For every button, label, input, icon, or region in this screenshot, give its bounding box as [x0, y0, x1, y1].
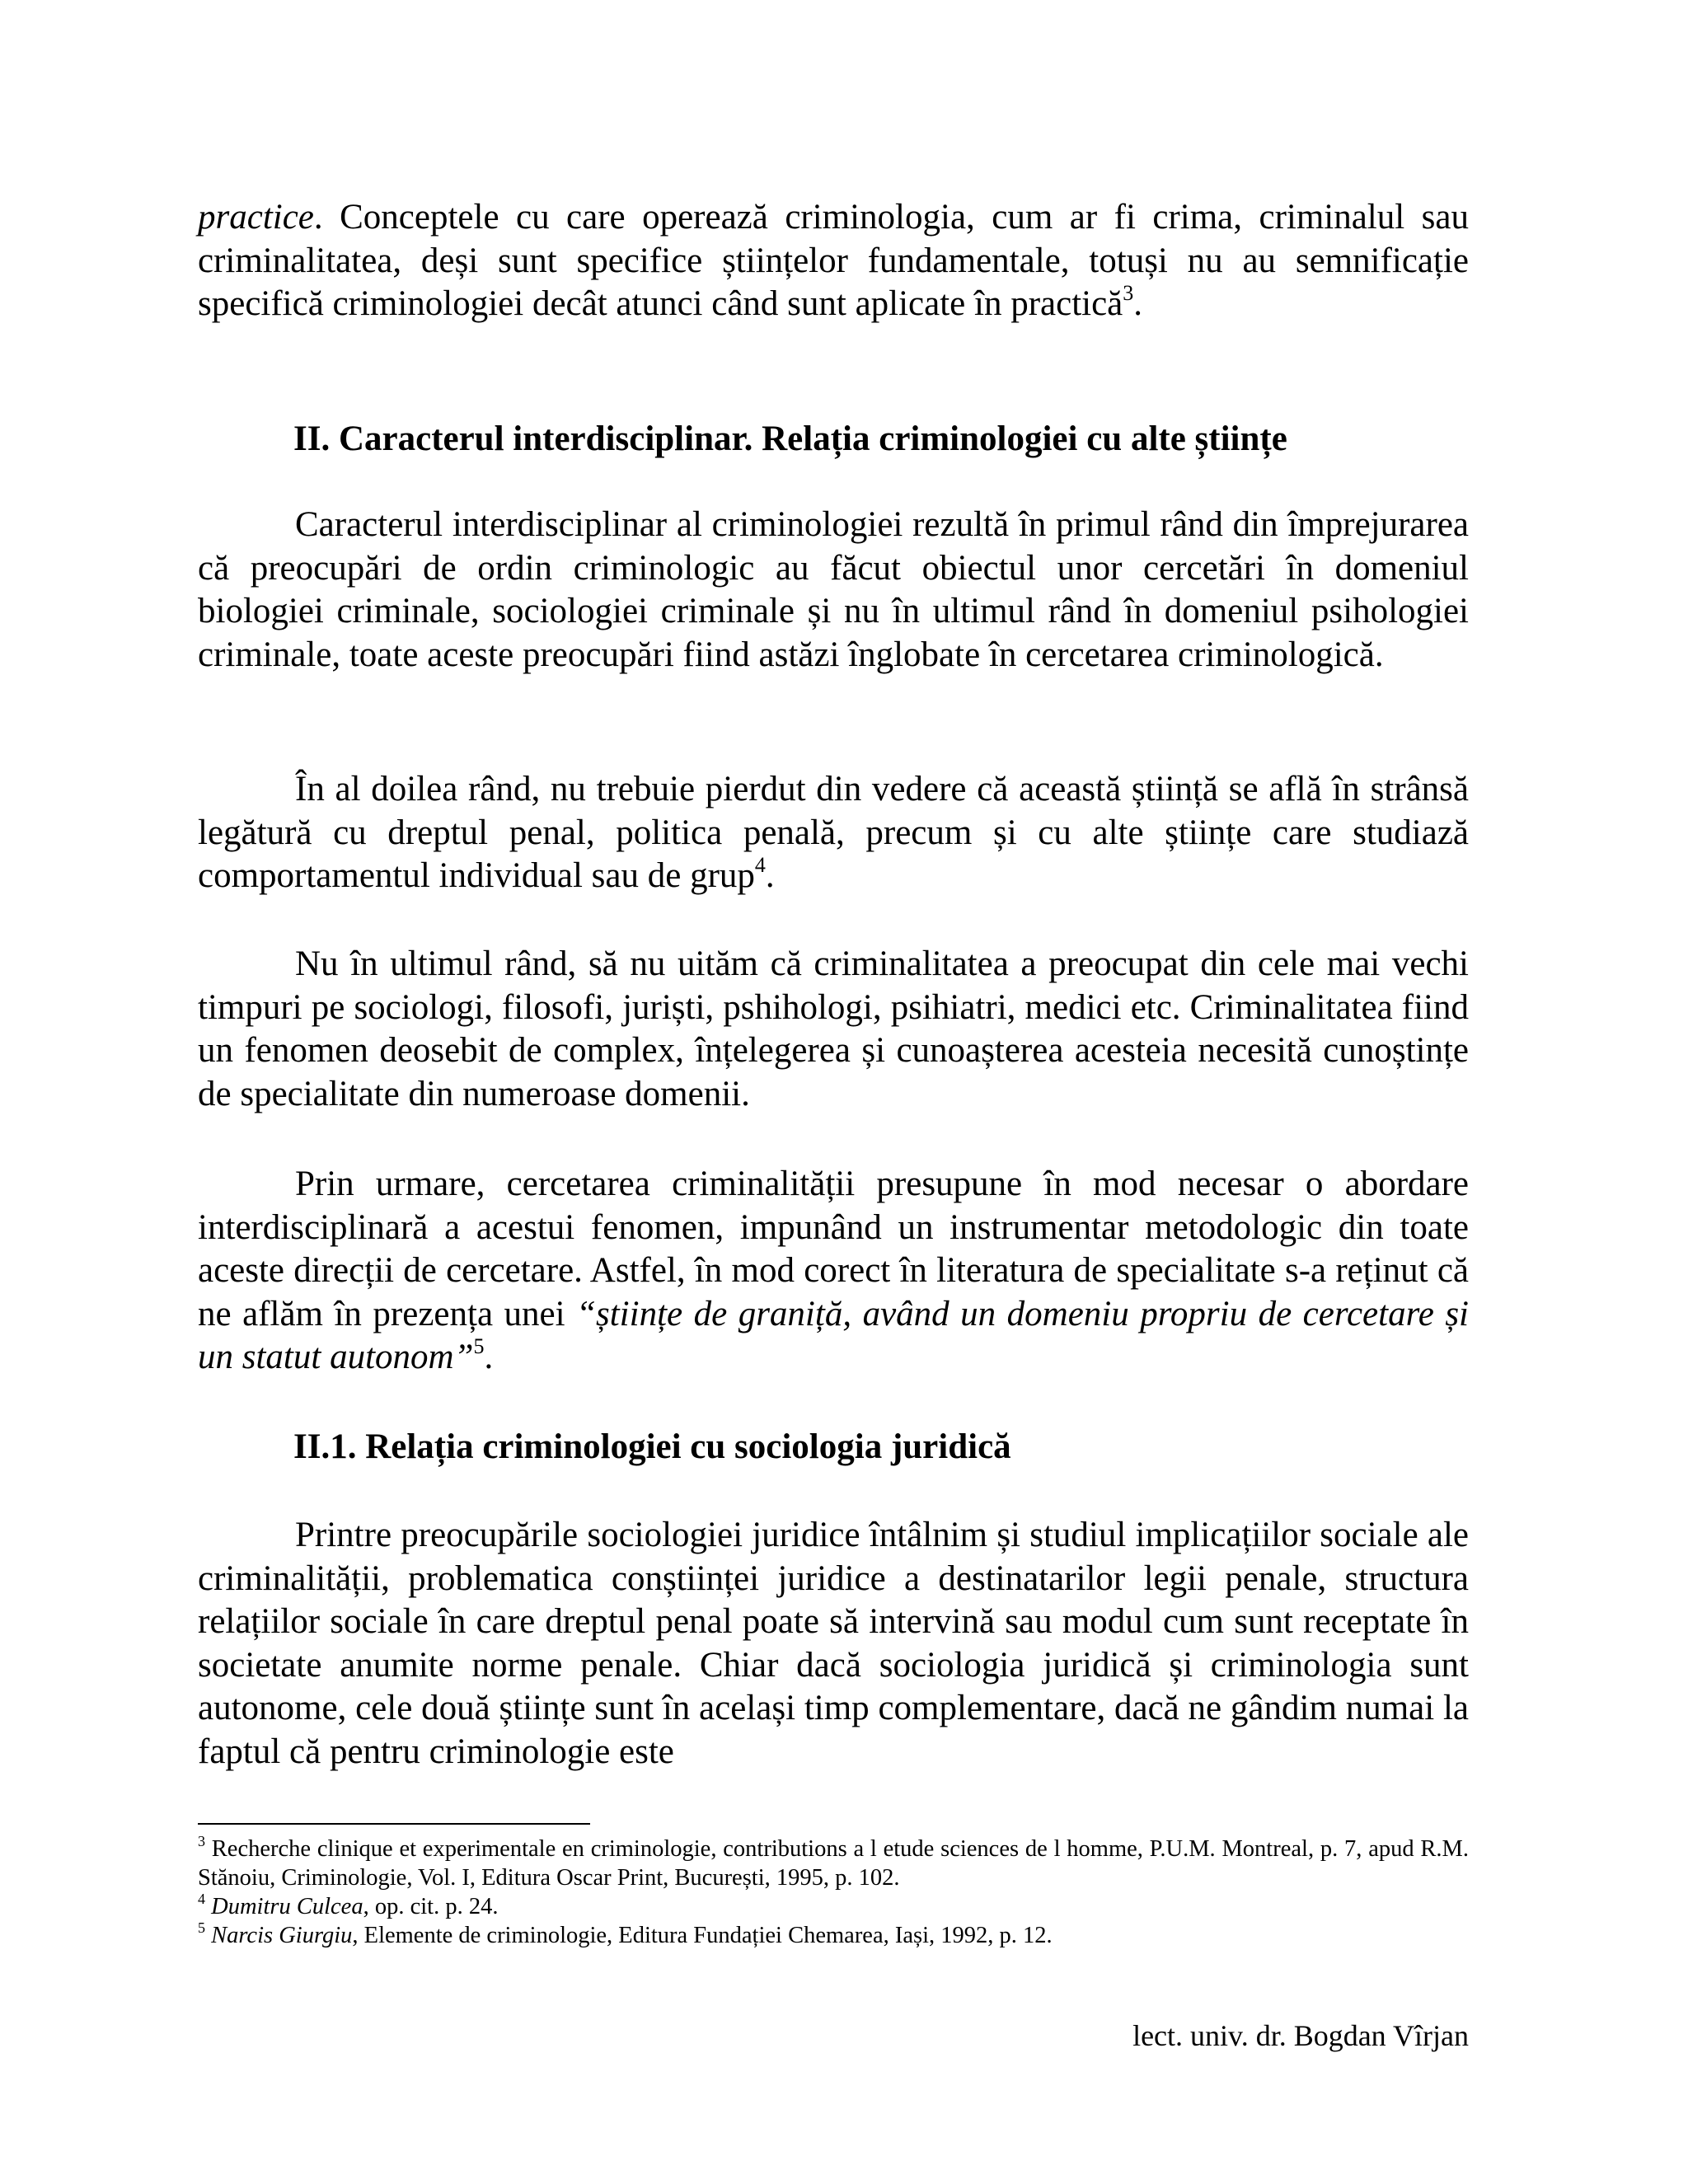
- subsection-heading: II.1. Relația criminologiei cu sociologia juridică: [293, 1427, 1011, 1466]
- footnotes: [198, 1835, 1469, 1950]
- footnote-4: [198, 1892, 1469, 1921]
- paragraph-text: Nu în ultimul rând, să nu uităm că criminalitatea a preocupat din cele mai vechi timpuri pe sociologi, filosofi, juriști, pshihologi, psihiatri, medici etc. Criminalitatea fiind un fenomen deosebit de complex, înțelegerea și cunoașterea acesteia necesită cunoștințe de specialitate din numeroase domenii.: [198, 944, 1469, 1113]
- footnote-separator: [198, 1823, 590, 1825]
- paragraph-3: [198, 943, 1469, 1116]
- section-heading: II. Caracterul interdisciplinar. Relația criminologiei cu alte științe: [293, 419, 1287, 458]
- punctuation: .: [765, 856, 775, 895]
- footnote-ref-4: 4: [754, 853, 766, 877]
- footnote-text: , op. cit. p. 24.: [363, 1894, 499, 1919]
- paragraph-text: . Conceptele cu care operează criminologia, cum ar fi crima, criminalul sau criminalitatea, deși sunt specifice științelor fundamentale, totuși nu au semnificație specifică criminologiei decât atunci când sunt aplicate în practică: [198, 198, 1469, 323]
- footnote-number: 4: [198, 1891, 205, 1907]
- footnote-number: 5: [198, 1919, 205, 1936]
- footnote-author: Narcis Giurgiu: [211, 1923, 353, 1948]
- footnote-number: 3: [198, 1833, 205, 1849]
- footnote-3: [198, 1835, 1469, 1892]
- footnote-author: Dumitru Culcea: [211, 1894, 363, 1919]
- punctuation: .: [1133, 284, 1143, 323]
- italic-quote: “științe de graniță, având un domeniu propriu de cercetare și un statut autonom”: [198, 1294, 1469, 1376]
- paragraph-text: În al doilea rând, nu trebuie pierdut din vedere că această știință se află în strânsă legătură cu dreptul penal, politica penală, precum și cu alte științe care studiază comportamentul individual sau de grup: [198, 770, 1469, 895]
- paragraph-2: [198, 768, 1469, 898]
- paragraph-5: [198, 1514, 1469, 1774]
- footnote-5: [198, 1921, 1469, 1950]
- paragraph-text: Printre preocupările sociologiei juridice întâlnim și studiul implicațiilor sociale ale criminalității, problematica conștiinței juridice a destinatarilor legii penale, structura relațiilor sociale în care dreptul penal poate să intervină sau modul cum sunt receptate în societate anumite norme penale. Chiar dacă sociologia juridică și criminologia sunt autonome, cele două științe sunt în același timp complementare, dacă ne gândim numai la faptul că pentru criminologie este: [198, 1516, 1469, 1771]
- paragraph-text: Caracterul interdisciplinar al criminologiei rezultă în primul rând din împrejurarea că preocupări de ordin criminologic au făcut obiectul unor cercetări în domeniul biologiei criminale, sociologiei criminale și nu în ultimul rând în domeniul psihologiei criminale, toate aceste preocupări fiind astăzi înglobate în cercetarea criminologică.: [198, 505, 1469, 674]
- paragraph-top: [198, 196, 1469, 326]
- footnote-text: , Elemente de criminologie, Editura Fundației Chemarea, Iași, 1992, p. 12.: [352, 1923, 1053, 1948]
- paragraph-4: [198, 1163, 1469, 1380]
- footnote-ref-5: 5: [473, 1334, 485, 1358]
- paragraph-text: Prin urmare, cercetarea criminalității presupune în mod necesar o abordare interdisciplinară a acestui fenomen, impunând un instrumentar metodologic din toate aceste direcții de cercetare. Astfel, în mod corect în literatura de specialitate s-a reținut că ne aflăm în prezența unei: [198, 1165, 1469, 1333]
- footnote-ref-3: 3: [1123, 281, 1134, 305]
- italic-word: practice: [198, 198, 314, 237]
- punctuation: .: [484, 1338, 494, 1376]
- paragraph-1: [198, 504, 1469, 677]
- footnote-text: Recherche clinique et experimentale en criminologie, contributions a l etude sciences de l homme, P.U.M. Montreal, p. 7, apud R.M. Stănoiu, Criminologie, Vol. I, Editura Oscar Print, București, 1995, p. 102.: [198, 1836, 1469, 1891]
- page-author: lect. univ. dr. Bogdan Vîrjan: [1132, 2019, 1469, 2052]
